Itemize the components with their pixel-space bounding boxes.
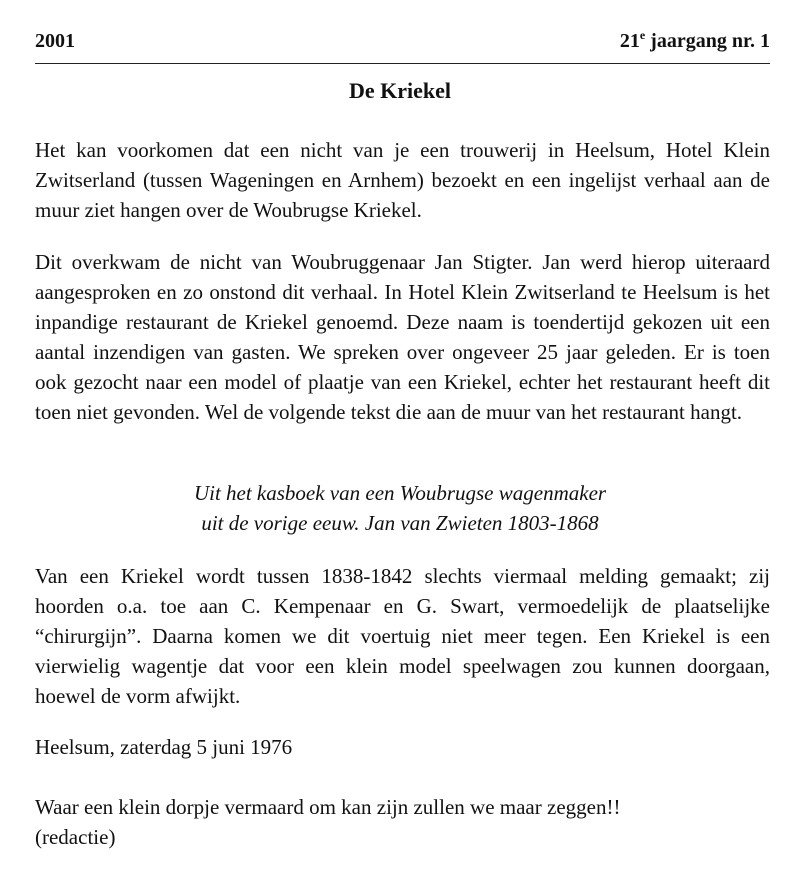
closing-signature: (redactie) [35, 825, 116, 849]
issue-superscript: e [639, 28, 646, 42]
header-rule [35, 63, 770, 64]
date-line: Heelsum, zaterdag 5 juni 1976 [35, 735, 293, 759]
quote-block [0, 478, 800, 538]
header-issue [620, 30, 770, 53]
issue-label: jaargang nr. 1 [645, 30, 770, 52]
article-title: De Kriekel [348, 78, 452, 103]
issue-number: 21 [619, 30, 640, 52]
closing-block [35, 792, 770, 852]
closing-line-1: Waar een klein dorpje vermaard om kan zijn zullen we maar zeggen!! [35, 795, 621, 819]
quote-line-2: uit de vorige eeuw. Jan van Zwieten 1803-1868 [201, 511, 599, 535]
page-header [35, 30, 770, 58]
paragraph-story: Dit overkwam de nicht van Woubruggenaar Jan Stigter. Jan werd hierop uiteraard aangesproken en zo onstond dit verhaal. In Hotel Klein Zwitserland te Heelsum is het inpandige restaurant de Kriekel genoemd. Deze naam is toendertijd gekozen uit een aantal inzendigen van gasten. We spreken over ongeveer 25 jaar geleden. Er is toen ook gezocht naar een model of plaatje van een Kriekel, echter het restaurant heeft dit toen niet gevonden. Wel de volgende tekst die aan de muur van het restaurant hangt. [35, 250, 770, 424]
header-year: 2001 [35, 30, 75, 52]
paragraph-intro: Het kan voorkomen dat een nicht van je een trouwerij in Heelsum, Hotel Klein Zwitserland (tussen Wageningen en Arnhem) bezoekt en een ingelijst verhaal aan de muur ziet hangen over de Woubrugse Kriekel. [35, 138, 770, 222]
quote-line-1: Uit het kasboek van een Woubrugse wagenmaker [193, 481, 607, 505]
paragraph-kriekel: Van een Kriekel wordt tussen 1838-1842 slechts viermaal melding gemaakt; zij hoorden o.a. toe aan C. Kempenaar en G. Swart, vermoedelijk de plaatselijke “chirurgijn”. Daarna komen we dit voertuig niet meer tegen. Een Kriekel is een vierwielig wagentje dat voor een klein model speelwagen zou kunnen doorgaan, hoewel de vorm afwijkt. [35, 564, 770, 708]
